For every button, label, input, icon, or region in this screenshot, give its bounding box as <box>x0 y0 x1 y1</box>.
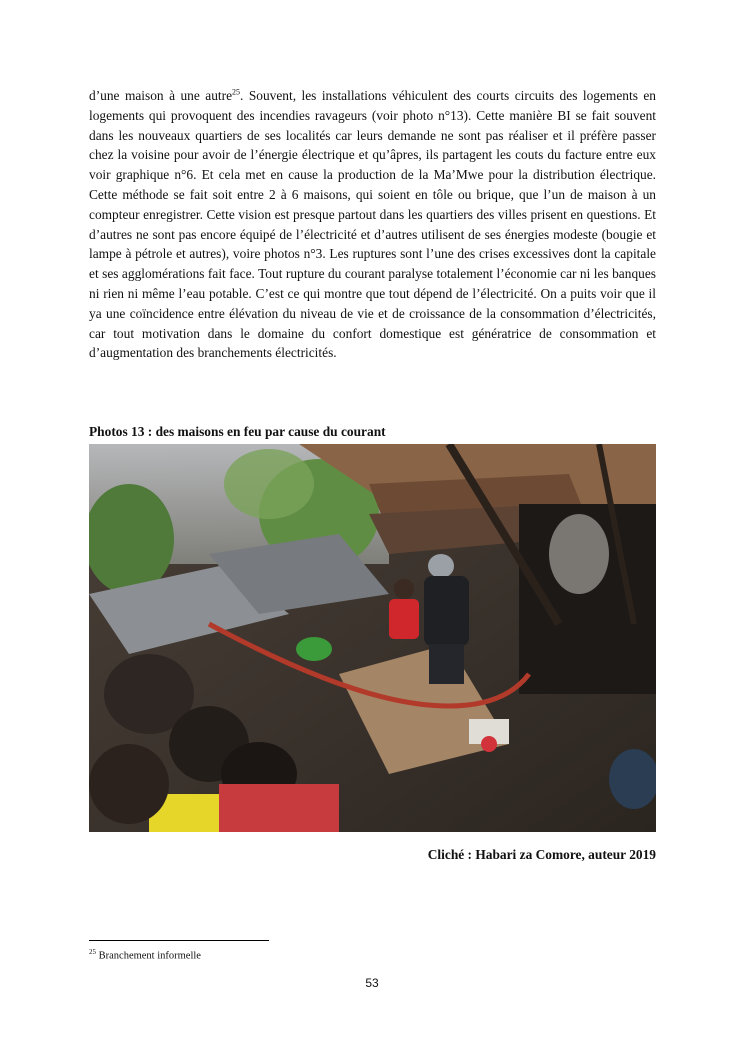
footnote-text: Branchement informelle <box>96 950 201 962</box>
figure-caption: Photos 13 : des maisons en feu par cause du courant <box>89 424 386 439</box>
page-number: 53 <box>365 976 379 990</box>
body-paragraph <box>89 86 656 363</box>
footnote <box>89 948 201 962</box>
paragraph-text-start: d’une maison à une autre <box>89 88 233 103</box>
footnote-divider <box>89 940 269 941</box>
photo-credit: Cliché : Habari za Comore, auteur 2019 <box>427 847 656 862</box>
fire-photo <box>89 444 656 832</box>
paragraph-text-rest: . Souvent, les installations véhiculent des courts circuits des logements en logements qui provoquent des incendies ravageurs (voir photo n°13). Cette manière BI se fait souvent dans les nouveaux quartiers de ses localités car leurs demande ne sont pas réaliser et il préfère passer chez la voisine pour avoir de l’énergie électrique et qu’âpres, ils partagent les couts du facture entre eux voir graphique n°6. Et cela met en cause la production de la Ma’Mwe pour la distribution électrique. Cette méthode se fait soit entre 2 à 6 maisons, qui soient en tôle ou brique, que l’un de maison à un compteur enregistrer. Cette vision est presque partout dans les quartiers des villes prisent en questions. Et d’autres ne sont pas encore équipé de l’électricité et d’autres utilisent de ses énergies modeste (bougie et lampe à pétrole et autres), voire photos n°3. Les ruptures sont l’une des crises excessives dont la capitale et ses agglomérations fait face. Tout rupture du courant paralyse totalement l’économie car ni les banques ni rien ni même l’eau potable. C’est ce qui montre que tout dépend de l’électricité. On a puits voir que il ya une coïncidence entre élévation du niveau de vie et de croissance de la consommation d’électricités, car tout motivation dans le domaine du confort domestique est génératrice de consommation et d’augmentation des branchements électricités. <box>89 88 656 361</box>
footnote-reference[interactable]: 25 <box>232 87 241 97</box>
fire-scene-illustration <box>89 444 656 832</box>
footnote-number: 25 <box>89 948 96 956</box>
